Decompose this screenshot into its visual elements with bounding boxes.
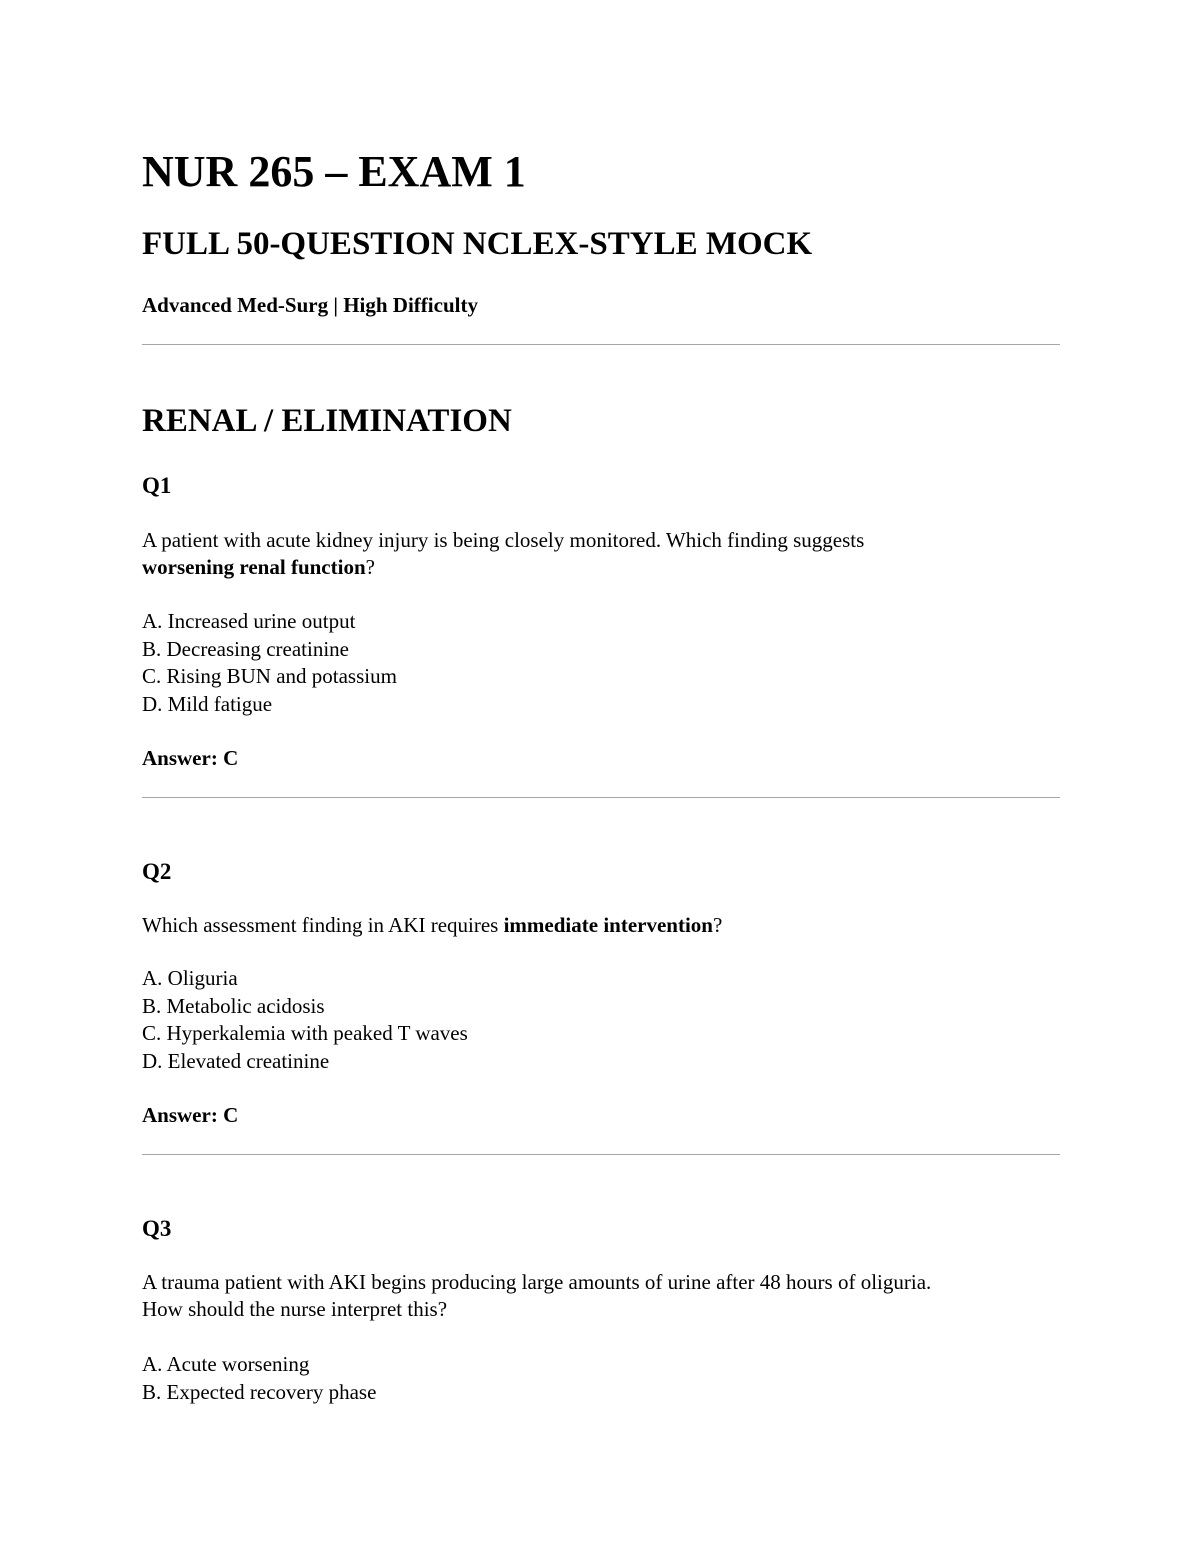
stem-line: Which assessment finding in AKI requires immediate intervention? <box>142 913 723 937</box>
option-d: D. Elevated creatinine <box>142 1048 330 1073</box>
stem-line: A patient with acute kidney injury is being closely monitored. Which finding suggests <box>142 528 865 552</box>
question-number: Q2 <box>142 859 172 884</box>
option-a: A. Increased urine output <box>142 609 356 633</box>
question-stem <box>142 527 864 581</box>
option-a: A. Acute worsening <box>142 1352 310 1376</box>
option-d: D. Mild fatigue <box>142 691 273 716</box>
answer-key: Answer: C <box>142 746 239 770</box>
stem-line: How should the nurse interpret this? <box>142 1297 448 1321</box>
document-subtitle: FULL 50-QUESTION NCLEX-STYLE MOCK <box>142 226 813 262</box>
option-b: B. Metabolic acidosis <box>142 993 325 1018</box>
document-meta: Advanced Med-Surg | High Difficulty <box>142 293 478 317</box>
question-number: Q3 <box>142 1216 172 1241</box>
answer-options <box>142 1351 376 1406</box>
stem-line: A trauma patient with AKI begins producing large amounts of urine after 48 hours of oliguria. <box>142 1270 932 1294</box>
option-a: A. Oliguria <box>142 966 238 990</box>
option-b: B. Decreasing creatinine <box>142 636 349 661</box>
answer-options <box>142 608 397 718</box>
question-number: Q1 <box>142 473 172 498</box>
question-stem <box>142 1269 931 1323</box>
stem-emphasis: worsening renal function <box>142 555 366 579</box>
stem-line: worsening renal function? <box>142 555 375 579</box>
option-c: C. Rising BUN and potassium <box>142 664 397 688</box>
answer-key: Answer: C <box>142 1103 239 1127</box>
answer-options <box>142 965 468 1075</box>
divider <box>142 1154 1060 1155</box>
document-title: NUR 265 – EXAM 1 <box>142 147 526 196</box>
divider <box>142 344 1060 345</box>
stem-emphasis: immediate intervention <box>503 913 713 937</box>
option-b: B. Expected recovery phase <box>142 1379 377 1404</box>
option-c: C. Hyperkalemia with peaked T waves <box>142 1021 468 1045</box>
section-title: RENAL / ELIMINATION <box>142 403 512 439</box>
question-stem <box>142 912 722 939</box>
divider <box>142 797 1060 798</box>
